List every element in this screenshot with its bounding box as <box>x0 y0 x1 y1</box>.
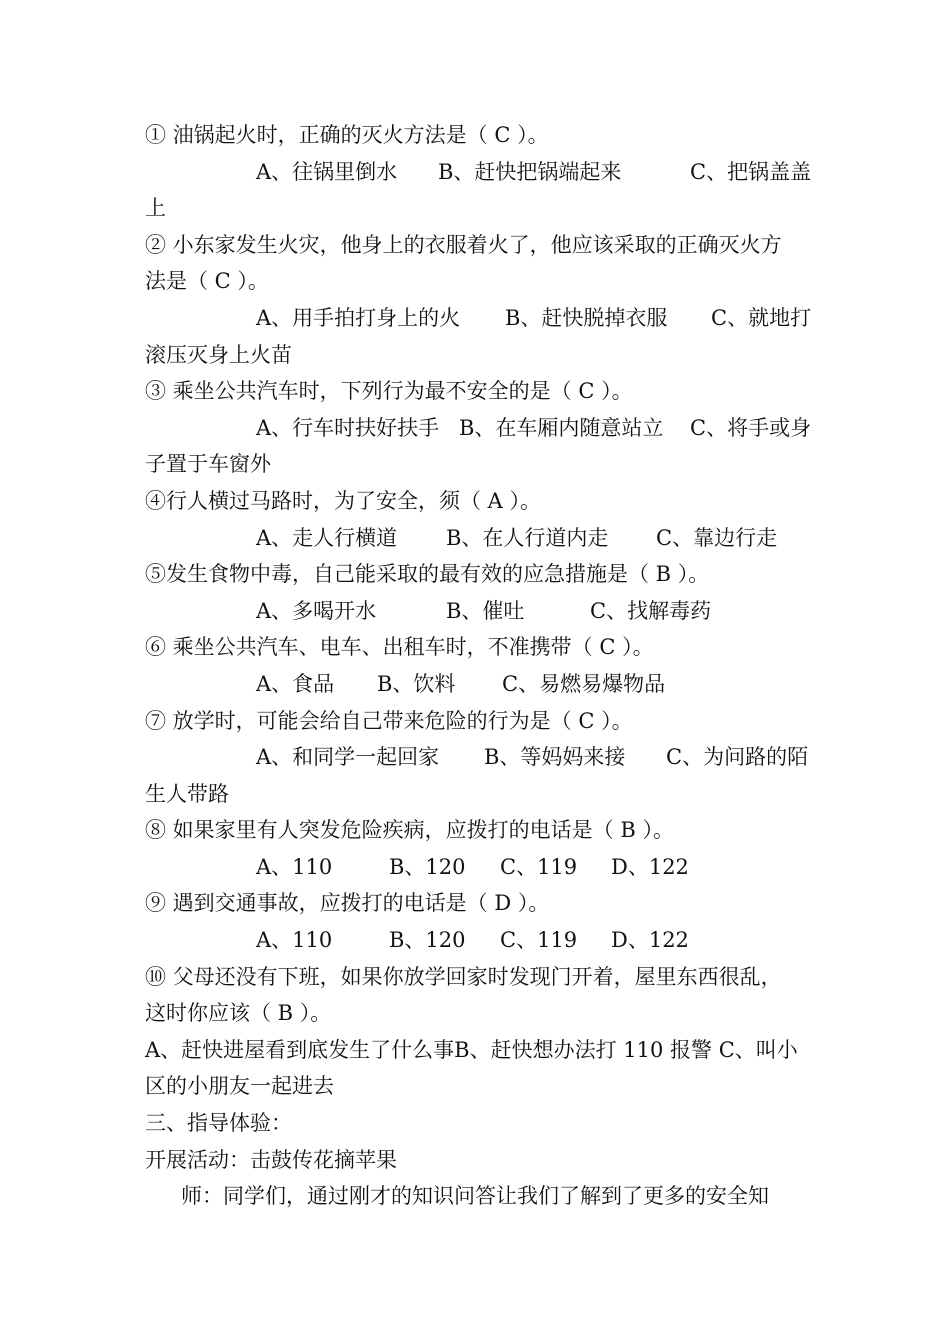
question-2-cont: 法是（ C ）。 <box>145 269 269 294</box>
option-c: C、就地打 <box>711 305 812 330</box>
option-b: B、120 <box>389 854 466 879</box>
question-10: ⑩ 父母还没有下班，如果你放学回家时发现门开着，屋里东西很乱， <box>145 964 782 989</box>
option-c: C、易燃易爆物品 <box>502 671 666 696</box>
question-6: ⑥ 乘坐公共汽车、电车、出租车时，不准携带（ C ）。 <box>145 635 654 660</box>
teacher-speech: 师：同学们，通过刚才的知识问答让我们了解到了更多的安全知 <box>181 1184 769 1209</box>
option-d: D、122 <box>611 928 689 953</box>
option-a: A、食品 <box>256 671 335 696</box>
question-7-wrap: 生人带路 <box>145 781 229 806</box>
section-heading: 三、指导体验： <box>145 1111 292 1136</box>
option-c: C、靠边行走 <box>656 525 778 550</box>
option-a: A、行车时扶好扶手 <box>256 415 440 440</box>
option-a: A、多喝开水 <box>256 598 377 623</box>
question-4-options <box>145 520 810 557</box>
option-b: B、在车厢内随意站立 <box>459 415 664 440</box>
question-1-options <box>145 154 810 191</box>
question-9-options <box>145 922 810 959</box>
question-10-cont: 这时你应该（ B ）。 <box>145 1001 332 1026</box>
option-c: C、119 <box>500 854 578 879</box>
option-c: C、找解毒药 <box>590 598 712 623</box>
question-2: ② 小东家发生火灾，他身上的衣服着火了，他应该采取的正确灭火方 <box>145 232 782 257</box>
option-b: B、等妈妈来接 <box>484 745 626 770</box>
option-b: B、120 <box>389 928 466 953</box>
option-a: A、往锅里倒水 <box>256 159 398 184</box>
option-b: B、饮料 <box>377 671 456 696</box>
question-1-wrap: 上 <box>145 196 166 221</box>
question-5-options <box>145 593 810 630</box>
option-b: B、在人行道内走 <box>446 525 609 550</box>
question-8: ⑧ 如果家里有人突发危险疾病，应拨打的电话是（ B ）。 <box>145 818 674 843</box>
option-a: A、和同学一起回家 <box>256 745 440 770</box>
option-c: C、119 <box>500 928 578 953</box>
question-2-options <box>145 300 810 337</box>
question-3: ③ 乘坐公共汽车时，下列行为最不安全的是（ C ）。 <box>145 379 633 404</box>
option-b: B、赶快把锅端起来 <box>438 159 622 184</box>
option-c: C、将手或身 <box>690 415 812 440</box>
question-3-options <box>145 410 810 447</box>
question-3-wrap: 子置于车窗外 <box>145 452 271 477</box>
option-c: C、为问路的陌 <box>666 745 809 770</box>
question-9: ⑨ 遇到交通事故，应拨打的电话是（ D ）。 <box>145 891 550 916</box>
option-d: D、122 <box>611 854 689 879</box>
option-a: A、用手拍打身上的火 <box>256 305 461 330</box>
question-4: ④行人横过马路时，为了安全，须（ A ）。 <box>145 488 542 513</box>
question-2-wrap: 滚压灭身上火苗 <box>145 342 292 367</box>
document-page <box>145 117 810 1215</box>
option-a: A、走人行横道 <box>256 525 398 550</box>
question-7: ⑦ 放学时，可能会给自己带来危险的行为是（ C ）。 <box>145 708 633 733</box>
option-a: A、110 <box>256 854 333 879</box>
activity-title: 开展活动：击鼓传花摘苹果 <box>145 1147 397 1172</box>
question-10-wrap: 区的小朋友一起进去 <box>145 1074 334 1099</box>
option-c: C、把锅盖盖 <box>690 159 812 184</box>
option-b: B、赶快脱掉衣服 <box>505 305 668 330</box>
question-8-options <box>145 849 810 886</box>
question-10-options: A、赶快进屋看到底发生了什么事B、赶快想办法打 110 报警 C、叫小 <box>145 1037 798 1062</box>
question-7-options <box>145 739 810 776</box>
option-b: B、催吐 <box>446 598 525 623</box>
question-6-options <box>145 666 810 703</box>
question-5: ⑤发生食物中毒，自己能采取的最有效的应急措施是（ B ）。 <box>145 562 710 587</box>
option-a: A、110 <box>256 928 333 953</box>
question-1: ① 油锅起火时，正确的灭火方法是（ C ）。 <box>145 123 549 147</box>
